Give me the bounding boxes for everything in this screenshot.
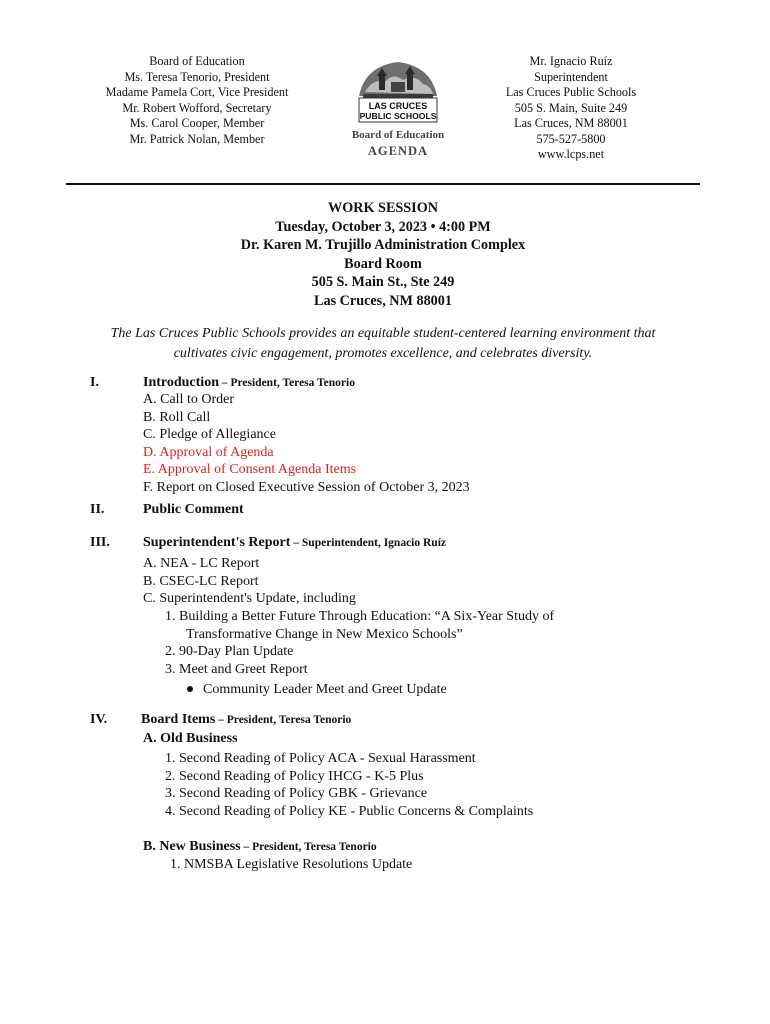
bullet-icon xyxy=(187,686,193,692)
subitem-90-day-plan: 2. 90-Day Plan Update xyxy=(165,644,294,660)
section-1-heading xyxy=(143,375,355,391)
old-business-heading: A. Old Business xyxy=(143,731,238,746)
board-title: Board of Education xyxy=(149,54,245,68)
policy-aca-item: 1. Second Reading of Policy ACA - Sexual Harassment xyxy=(165,751,476,766)
agenda-item-roll-call: B. Roll Call xyxy=(143,409,211,425)
section-4-presenter: – President, Teresa Tenorio xyxy=(215,714,352,726)
board-member-president: Ms. Teresa Tenorio, President xyxy=(124,69,270,84)
logo-text-public-schools: PUBLIC SCHOOLS xyxy=(359,111,437,121)
meeting-type: WORK SESSION xyxy=(328,200,438,216)
logo-graphic xyxy=(337,52,459,164)
section-1-numeral: I. xyxy=(90,375,99,390)
district-website[interactable]: www.lcps.net xyxy=(537,147,605,161)
section-4-title: Board Items xyxy=(141,712,216,727)
section-4-heading xyxy=(141,712,351,728)
section-1-presenter: – President, Teresa Tenorio xyxy=(218,377,355,389)
district-city: Las Cruces, NM 88001 xyxy=(514,116,628,130)
meeting-building: Dr. Karen M. Trujillo Administration Complex xyxy=(240,237,526,254)
mission-line-2: cultivates civic engagement, promotes excellence, and celebrates diversity. xyxy=(173,346,593,361)
board-member-nolan: Mr. Patrick Nolan, Member xyxy=(129,131,265,146)
district-name: Las Cruces Public Schools xyxy=(505,85,637,99)
board-member-secretary: Mr. Robert Wofford, Secretary xyxy=(122,100,272,115)
policy-gbk-item: 3. Second Reading of Policy GBK - Grievance xyxy=(165,786,428,802)
agenda-item-nea-report: A. NEA - LC Report xyxy=(143,556,260,571)
section-4-numeral: IV. xyxy=(90,712,108,727)
agenda-item-approval-consent: E. Approval of Consent Agenda Items xyxy=(143,462,357,478)
agenda-item-approval-agenda: D. Approval of Agenda xyxy=(143,444,274,460)
section-2-numeral: II. xyxy=(90,502,105,517)
logo-text-las-cruces: LAS CRUCES xyxy=(368,101,428,111)
subitem-building-better-future-cont: Transformative Change in New Mexico Schools” xyxy=(186,626,463,642)
section-1-title: Introduction xyxy=(143,375,219,390)
agenda-item-pledge: C. Pledge of Allegiance xyxy=(143,427,276,443)
new-business-heading xyxy=(143,839,377,855)
section-3-subitems xyxy=(165,608,554,678)
logo-text-board: Board of Education xyxy=(351,129,445,141)
nmsba-update-item: 1. NMSBA Legislative Resolutions Update xyxy=(170,857,413,872)
section-1-items xyxy=(143,391,470,497)
subitem-meet-greet-report: 3. Meet and Greet Report xyxy=(165,661,308,677)
section-3-presenter: – Superintendent, Ignacio Ruíz xyxy=(290,537,446,549)
new-business-presenter: – President, Teresa Tenorio xyxy=(240,841,377,853)
board-member-vice-president: Madame Pamela Cort, Vice President xyxy=(105,85,289,99)
new-business-title: B. New Business xyxy=(143,839,241,854)
subitem-building-better-future: 1. Building a Better Future Through Education: “A Six-Year Study of xyxy=(165,609,555,624)
district-address: 505 S. Main, Suite 249 xyxy=(514,100,628,115)
meeting-datetime: Tuesday, October 3, 2023 • 4:00 PM xyxy=(275,218,491,235)
policy-ke-item: 4. Second Reading of Policy KE - Public Concerns & Complaints xyxy=(165,803,534,819)
agenda-item-closed-session-report: F. Report on Closed Executive Session of October 3, 2023 xyxy=(143,479,470,495)
section-2-title: Public Comment xyxy=(143,502,244,517)
district-phone: 575-527-5800 xyxy=(536,131,606,146)
mission-statement xyxy=(70,324,696,364)
section-3-numeral: III. xyxy=(90,535,110,550)
board-member-cooper: Ms. Carol Cooper, Member xyxy=(129,116,265,130)
policy-ihcg-item: 2. Second Reading of Policy IHCG - K-5 Plus xyxy=(165,768,424,784)
logo-text-agenda: AGENDA xyxy=(367,144,429,158)
section-3-heading xyxy=(143,535,446,551)
agenda-item-csec-report: B. CSEC-LC Report xyxy=(143,573,259,589)
meeting-info xyxy=(70,199,696,311)
agenda-item-superintendent-update: C. Superintendent's Update, including xyxy=(143,591,356,607)
old-business-items xyxy=(165,750,533,820)
section-3-title: Superintendent's Report xyxy=(143,535,291,550)
meeting-address: 505 S. Main St., Ste 249 xyxy=(311,274,455,291)
section-3-items xyxy=(143,555,356,608)
superintendent-block xyxy=(476,54,666,163)
meeting-city: Las Cruces, NM 88001 xyxy=(314,292,452,309)
header-divider xyxy=(66,183,700,185)
lcps-logo xyxy=(337,52,459,164)
new-business-items xyxy=(170,856,412,874)
bullet-item-community-leader xyxy=(187,681,447,699)
meeting-room: Board Room xyxy=(344,255,422,272)
superintendent-title: Superintendent xyxy=(534,69,608,84)
mission-line-1: The Las Cruces Public Schools provides an equitable student-centered learning environment that xyxy=(110,326,656,341)
board-members-block xyxy=(90,54,304,147)
superintendent-name: Mr. Ignacio Ruíz xyxy=(529,54,613,68)
bullet-item-text: Community Leader Meet and Greet Update xyxy=(203,682,447,697)
agenda-item-call-to-order: A. Call to Order xyxy=(143,392,234,407)
